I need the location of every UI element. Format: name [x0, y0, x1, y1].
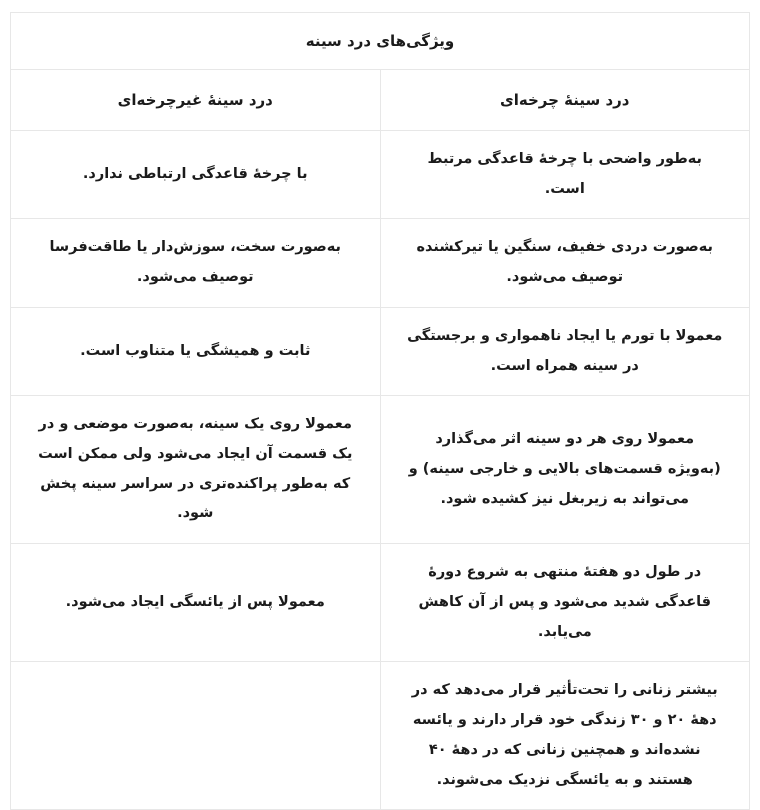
cell-noncyclic-empty [11, 662, 381, 810]
table-title: ویژگی‌های درد سینه [11, 13, 750, 70]
column-header-cyclic: درد سینۀ چرخه‌ای [380, 70, 750, 131]
table-body [11, 131, 750, 810]
cell-noncyclic: معمولا پس از یائسگی ایجاد می‌شود. [11, 544, 381, 662]
table-header [11, 13, 750, 131]
cell-noncyclic: ثابت و همیشگی یا متناوب است. [11, 307, 381, 395]
cell-cyclic: معمولا با تورم یا ایجاد ناهمواری و برجستگی در سینه همراه است. [380, 307, 750, 395]
table-row [11, 219, 750, 307]
table-row [11, 131, 750, 219]
column-header-noncyclic: درد سینۀ غیرچرخه‌ای [11, 70, 381, 131]
cell-cyclic: بیشتر زنانی را تحت‌تأثیر قرار می‌دهد که در دهۀ ۲۰ و ۳۰ زندگی خود قرار دارند و یائسه نشده‌اند و همچنین زنانی که در دهۀ ۴۰ هستند و به یائسگی نزدیک می‌شوند. [380, 662, 750, 810]
table-column-header-row [11, 70, 750, 131]
cell-noncyclic: به‌صورت سخت، سوزش‌دار یا طاقت‌فرسا توصیف می‌شود. [11, 219, 381, 307]
cell-cyclic: به‌صورت دردی خفیف، سنگین یا تیرکشنده توصیف می‌شود. [380, 219, 750, 307]
table-row [11, 544, 750, 662]
cell-cyclic: به‌طور واضحی با چرخۀ قاعدگی مرتبط است. [380, 131, 750, 219]
breast-pain-characteristics-table [10, 12, 750, 810]
cell-cyclic: معمولا روی هر دو سینه اثر می‌گذارد (به‌ویژه قسمت‌های بالایی و خارجی سینه) و می‌تواند به زیربغل نیز کشیده شود. [380, 396, 750, 544]
table-row [11, 662, 750, 810]
table-row [11, 396, 750, 544]
cell-noncyclic: با چرخۀ قاعدگی ارتباطی ندارد. [11, 131, 381, 219]
cell-noncyclic: معمولا روی یک سینه، به‌صورت موضعی و در یک قسمت آن ایجاد می‌شود ولی ممکن است که به‌طور پراکنده‌تری در سراسر سینه پخش شود. [11, 396, 381, 544]
cell-cyclic: در طول دو هفتۀ منتهی به شروع دورۀ قاعدگی شدید می‌شود و پس از آن کاهش می‌یابد. [380, 544, 750, 662]
table-title-row [11, 13, 750, 70]
table-row [11, 307, 750, 395]
